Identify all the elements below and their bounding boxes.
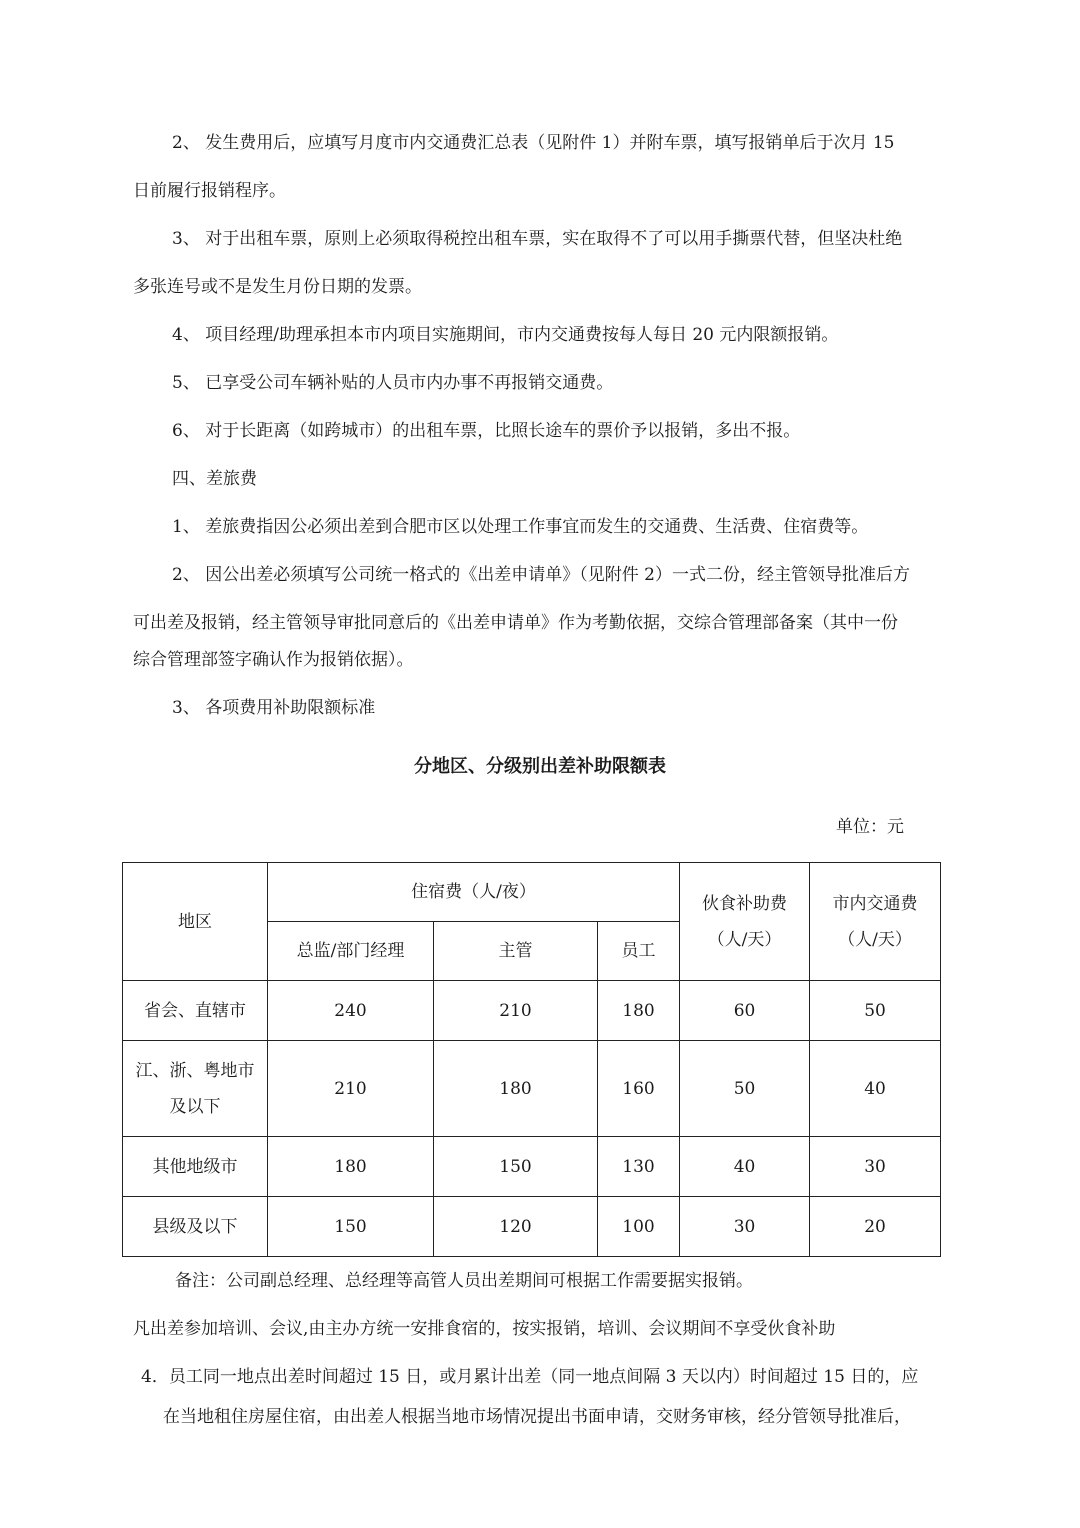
- header-lodging-supervisor: 主管: [434, 922, 598, 981]
- para-3-line-2: 多张连号或不是发生月份日期的发票。: [133, 277, 422, 297]
- cell-value: 210: [268, 1041, 434, 1137]
- header-transport-line-1: 市内交通费: [832, 893, 918, 914]
- section-heading-travel: 四、差旅费: [172, 469, 257, 489]
- table-title: 分地区、分级别出差补助限额表: [414, 756, 666, 777]
- para-4: 4、 项目经理/助理承担本市内项目实施期间，市内交通费按每人每日 20 元内限额报销。: [172, 325, 839, 345]
- cell-value: 40: [680, 1137, 810, 1197]
- para-2-line-2: 日前履行报销程序。: [133, 181, 286, 201]
- travel-item-4-line-2: 在当地租住房屋住宿，由出差人根据当地市场情况提出书面申请，交财务审核，经分管领导批准后，: [163, 1407, 911, 1427]
- cell-value: 180: [268, 1137, 434, 1197]
- table-row: [123, 981, 941, 1041]
- header-region: 地区: [123, 863, 268, 981]
- row-region-line-2: 及以下: [169, 1096, 221, 1117]
- header-lodging-staff: 员工: [598, 922, 680, 981]
- table-row: [123, 1137, 941, 1197]
- cell-value: 160: [598, 1041, 680, 1137]
- travel-item-3: 3、 各项费用补助限额标准: [172, 698, 376, 718]
- table-note: 备注：公司副总经理、总经理等高管人员出差期间可根据工作需要据实报销。: [175, 1271, 753, 1291]
- travel-item-2-line-2: 可出差及报销，经主管领导审批同意后的《出差申请单》作为考勤依据，交综合管理部备案（其中一份: [133, 613, 898, 633]
- travel-item-2-line-3: 综合管理部签字确认作为报销依据）。: [133, 650, 414, 670]
- cell-value: 180: [598, 981, 680, 1041]
- cell-value: 50: [680, 1041, 810, 1137]
- cell-value: 30: [810, 1137, 941, 1197]
- header-meal-line-1: 伙食补助费: [702, 893, 788, 914]
- travel-item-1: 1、 差旅费指因公必须出差到合肥市区以处理工作事宜而发生的交通费、生活费、住宿费等。: [172, 517, 869, 537]
- allowance-table: [122, 862, 941, 1257]
- header-meal-line-2: （人/天）: [707, 929, 782, 950]
- header-lodging-director: 总监/部门经理: [268, 922, 434, 981]
- cell-value: 40: [810, 1041, 941, 1137]
- row-region: 县级及以下: [123, 1197, 268, 1257]
- row-region: [123, 1041, 268, 1137]
- para-6: 6、 对于长距离（如跨城市）的出租车票，比照长途车的票价予以报销，多出不报。: [172, 421, 801, 441]
- table-unit: 单位：元: [836, 817, 904, 837]
- cell-value: 130: [598, 1137, 680, 1197]
- header-lodging: 住宿费（人/夜）: [268, 863, 680, 922]
- cell-value: 60: [680, 981, 810, 1041]
- cell-value: 50: [810, 981, 941, 1041]
- para-5: 5、 已享受公司车辆补贴的人员市内办事不再报销交通费。: [172, 373, 614, 393]
- cell-value: 20: [810, 1197, 941, 1257]
- row-region: 其他地级市: [123, 1137, 268, 1197]
- cell-value: 240: [268, 981, 434, 1041]
- table-row: [123, 1197, 941, 1257]
- table-row: [123, 1041, 941, 1137]
- cell-value: 30: [680, 1197, 810, 1257]
- cell-value: 150: [268, 1197, 434, 1257]
- header-meal: [680, 863, 810, 981]
- cell-value: 120: [434, 1197, 598, 1257]
- cell-value: 100: [598, 1197, 680, 1257]
- header-transport-line-2: （人/天）: [838, 929, 912, 950]
- row-region-line-1: 江、浙、粤地市: [135, 1060, 255, 1081]
- table-header-row-1: [123, 863, 941, 922]
- travel-item-2-line-1: 2、 因公出差必须填写公司统一格式的《出差申请单》（见附件 2）一式二份，经主管领导批准后方: [172, 565, 910, 585]
- para-2-line-1: 2、 发生费用后，应填写月度市内交通费汇总表（见附件 1）并附车票，填写报销单后于次月 15: [172, 133, 895, 153]
- training-note: 凡出差参加培训、会议,由主办方统一安排食宿的，按实报销，培训、会议期间不享受伙食补助: [133, 1319, 836, 1339]
- travel-item-4-line-1: 4．员工同一地点出差时间超过 15 日，或月累计出差（同一地点间隔 3 天以内）时间超过 15 日的，应: [141, 1367, 919, 1387]
- cell-value: 210: [434, 981, 598, 1041]
- para-3-line-1: 3、 对于出租车票，原则上必须取得税控出租车票，实在取得不了可以用手撕票代替，但坚决杜绝: [172, 229, 903, 249]
- cell-value: 150: [434, 1137, 598, 1197]
- row-region: 省会、直辖市: [123, 981, 268, 1041]
- header-transport: [810, 863, 941, 981]
- cell-value: 180: [434, 1041, 598, 1137]
